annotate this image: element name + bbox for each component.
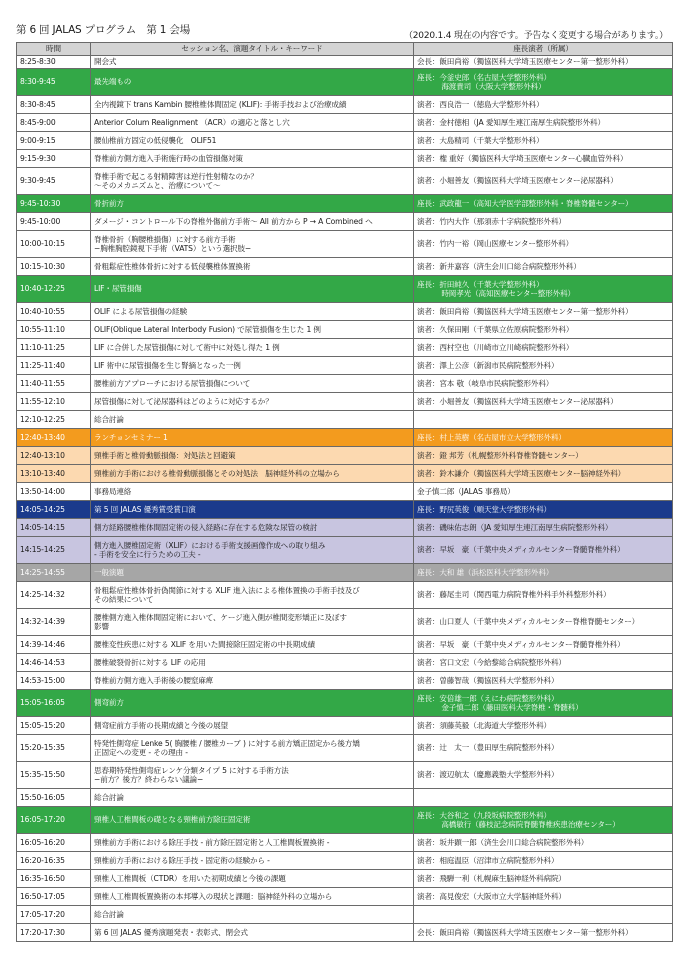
speaker-line: 演者：澤上公彦（新潟市民病院整形外科） [417, 360, 559, 370]
time-cell: 14:46-14:53 [17, 654, 91, 672]
speaker-line: 演者：須藤英毅（北海道大学整形外科） [417, 720, 551, 730]
table-row [17, 654, 673, 672]
title-line: 最先端もの [94, 77, 132, 87]
title-line: 頸椎前方手術における椎骨動脈損傷とその対処法 脳神経外科の立場から [94, 468, 340, 478]
title-line: 頸椎人工椎間板置換術の本邦導入の現状と課題：脳神経外科の立場から [94, 891, 333, 901]
table-header-row [17, 43, 673, 56]
title-line: 腰椎前方アプローチにおける尿管損傷について [94, 378, 251, 388]
title-cell [91, 654, 414, 672]
time-cell: 8:30-8:45 [17, 96, 91, 114]
program-rows [17, 56, 673, 942]
time-cell: 16:05-17:20 [17, 807, 91, 834]
speaker-cell [414, 150, 673, 168]
speaker-line: 高橋敏行（藤枝記念病院脊髄脊椎疾患治療センター） [441, 820, 620, 829]
title-cell [91, 762, 414, 789]
speaker-line: 座長：安倍雄一郎（えにわ病院整形外科） [417, 693, 559, 703]
speaker-cell [414, 762, 673, 789]
speaker-cell [414, 690, 673, 717]
time-cell: 15:20-15:35 [17, 735, 91, 762]
speaker-line: 演者：権 重好（獨協医科大学埼玉医療センター心臓血管外科） [417, 153, 628, 163]
title-line: 影響 [94, 622, 109, 631]
speaker-cell [414, 807, 673, 834]
speaker-line: 演者：久保田剛（千葉県立佐原病院整形外科） [417, 324, 574, 334]
title-cell [91, 393, 414, 411]
update-note: （2020.1.4 現在の内容です。予告なく変更する場合があります。） [403, 31, 668, 41]
title-line: 脊椎前方側方進入手術後の腰窒麻痺 [94, 675, 214, 685]
speaker-line: 演者：金村徳相（JA 愛知厚生連江南厚生病院整形外科） [417, 117, 605, 127]
session-row [17, 564, 673, 582]
time-cell: 14:25-14:55 [17, 564, 91, 582]
session-row [17, 69, 673, 96]
table-row [17, 483, 673, 501]
title-cell [91, 339, 414, 357]
table-row [17, 114, 673, 132]
program-table [16, 42, 673, 942]
table-row [17, 357, 673, 375]
time-cell: 15:05-16:05 [17, 690, 91, 717]
time-cell: 9:45-10:00 [17, 213, 91, 231]
table-row [17, 321, 673, 339]
time-cell: 10:15-10:30 [17, 258, 91, 276]
title-cell [91, 789, 414, 807]
table-row [17, 672, 673, 690]
speaker-cell [414, 96, 673, 114]
speaker-cell [414, 834, 673, 852]
speaker-cell [414, 870, 673, 888]
title-cell [91, 303, 414, 321]
table-row [17, 636, 673, 654]
speaker-cell [414, 636, 673, 654]
speaker-cell [414, 501, 673, 519]
title-cell [91, 672, 414, 690]
session-row [17, 501, 673, 519]
time-cell: 11:10-11:25 [17, 339, 91, 357]
speaker-line: 金子慎二郎（JALAS 事務局） [417, 486, 515, 496]
speaker-cell [414, 258, 673, 276]
speaker-cell [414, 789, 673, 807]
session-row [17, 690, 673, 717]
title-line: 骨粗鬆症性椎体骨折偽関節に対する XLIF 進入法による椎体置換の手術手技及び [94, 585, 360, 595]
table-row [17, 924, 673, 942]
title-cell [91, 114, 414, 132]
table-row [17, 717, 673, 735]
time-cell: 14:05-14:25 [17, 501, 91, 519]
speaker-line: 海渡貴司（大阪大学整形外科） [441, 82, 546, 91]
title-cell [91, 852, 414, 870]
speaker-cell [414, 393, 673, 411]
speaker-line: 演者：大島精司（千葉大学整形外科） [417, 135, 544, 145]
speaker-line: 座長：今釜史郎（名古屋大学整形外科） [417, 72, 551, 82]
title-line: 総合討論 [94, 414, 124, 424]
title-cell [91, 213, 414, 231]
table-row [17, 339, 673, 357]
table-row [17, 132, 673, 150]
table-row [17, 168, 673, 195]
title-cell [91, 429, 414, 447]
title-line: 頸椎前方手術における除圧手技 - 固定術の経験から - [94, 855, 270, 865]
title-cell [91, 357, 414, 375]
speaker-line: 座長：大和 雄（浜松医科大学整形外科） [417, 567, 554, 577]
speaker-cell [414, 114, 673, 132]
title-cell [91, 258, 414, 276]
title-line: 総合討論 [94, 909, 124, 919]
speaker-cell [414, 672, 673, 690]
time-cell: 14:39-14:46 [17, 636, 91, 654]
table-row [17, 888, 673, 906]
speaker-cell [414, 465, 673, 483]
page-header [16, 18, 676, 42]
time-cell: 9:30-9:45 [17, 168, 91, 195]
time-cell: 15:35-15:50 [17, 762, 91, 789]
time-cell: 14:25-14:32 [17, 582, 91, 609]
title-line: 頸椎前方手術における除圧手技 - 前方除圧固定術と人工椎間板置換術 - [94, 837, 330, 847]
speaker-cell [414, 411, 673, 429]
speaker-line: 会長：飯田尚裕（獨協医科大学埼玉医療センター第一整形外科） [417, 57, 633, 67]
title-cell [91, 56, 414, 69]
speaker-cell [414, 447, 673, 465]
time-cell: 12:10-12:25 [17, 411, 91, 429]
table-row [17, 56, 673, 69]
title-cell [91, 231, 414, 258]
table-row [17, 870, 673, 888]
speaker-line: 演者：宮口文宏（今給黎総合病院整形外科） [417, 657, 566, 667]
table-row [17, 231, 673, 258]
header-session: セッション名、演題タイトル・キーワード [91, 43, 414, 56]
speaker-cell [414, 906, 673, 924]
speaker-line: 演者：竹内一裕（岡山医療センター整形外科） [417, 239, 574, 249]
title-line: 特発性側弯症 Lenke 5( 胸腰椎 / 腰椎カーブ ) に対する前方矯正固定から後方矯 [94, 738, 360, 748]
title-cell [91, 609, 414, 636]
speaker-cell [414, 231, 673, 258]
speaker-line: 座長：武政龍一（高知大学医学部整形外科・脊椎脊髄センター） [417, 198, 633, 208]
speaker-line: 会長：飯田尚裕（獨協医科大学埼玉医療センター第一整形外科） [417, 927, 633, 937]
speaker-cell [414, 609, 673, 636]
speaker-line: 演者：渡辺航太（慶應義塾大学整形外科） [417, 770, 559, 780]
title-line: 全内視鏡下 trans Kambin 腰椎椎体間固定 (KLIF): 手術手技および治療成績 [94, 99, 347, 109]
time-cell: 11:40-11:55 [17, 375, 91, 393]
table-row [17, 375, 673, 393]
speaker-line: 演者：辻 太一（豊田厚生病院整形外科） [417, 743, 559, 753]
speaker-line: 金子慎二郎（藤田医科大学脊椎・脊髄科） [441, 703, 583, 712]
speaker-cell [414, 717, 673, 735]
speaker-line: 演者：小堀善友（獨協医科大学埼玉医療センター泌尿器科） [417, 176, 618, 186]
speaker-cell [414, 564, 673, 582]
speaker-line: 座長：折田純久（千葉大学整形外科） [417, 279, 544, 289]
title-line: 第 5 回 JALAS 優秀賞受賞口演 [94, 504, 196, 514]
title-cell [91, 69, 414, 96]
title-cell [91, 519, 414, 537]
title-line: - 手術を安全に行うための工夫 - [94, 550, 201, 559]
title-cell [91, 411, 414, 429]
table-row [17, 762, 673, 789]
title-line: 思春期特発性側弯症レンケ分類タイプ 5 に対する手術方法 [94, 765, 289, 775]
speaker-cell [414, 483, 673, 501]
speaker-line: 演者：坂井顕一郎（済生会川口総合病院整形外科） [417, 837, 589, 847]
speaker-cell [414, 654, 673, 672]
time-cell: 12:40-13:10 [17, 447, 91, 465]
title-cell [91, 807, 414, 834]
speaker-line: 演者：相庭温臣（沼津市立病院整形外科） [417, 855, 559, 865]
table-row [17, 735, 673, 762]
speaker-line: 演者：高見俊宏（大阪市立大学脳神経外科） [417, 891, 566, 901]
title-line: 尿管損傷に対して泌尿器科はどのように対応するか？ [94, 396, 273, 406]
time-cell: 13:50-14:00 [17, 483, 91, 501]
time-cell: 16:50-17:05 [17, 888, 91, 906]
session-row [17, 537, 673, 564]
title-line: 骨折前方 [94, 198, 124, 208]
title-line: −胸椎胸腔鏡視下手術（VATS）という選択肢− [94, 244, 252, 253]
session-row [17, 807, 673, 834]
speaker-line: 演者：竹内大作（那須赤十字病院整形外科） [417, 216, 566, 226]
title-cell [91, 537, 414, 564]
title-line: 側方進入腰椎固定術（XLIF）における手術支援画像作成への取り組み [94, 540, 326, 550]
title-line: ランチョンセミナー 1 [94, 432, 168, 442]
title-line: その結果について [94, 595, 154, 604]
table-row [17, 906, 673, 924]
title-line: 一般演題 [94, 567, 124, 577]
time-cell: 12:40-13:40 [17, 429, 91, 447]
time-cell: 15:50-16:05 [17, 789, 91, 807]
speaker-cell [414, 519, 673, 537]
speaker-line: 演者：鈴木謙介（獨協医科大学埼玉医療センター脳神経外科） [417, 468, 626, 478]
speaker-cell [414, 69, 673, 96]
title-line: 腰椎変性疾患に対する XLIF を用いた間接除圧固定術の中長期成績 [94, 639, 315, 649]
speaker-cell [414, 429, 673, 447]
table-row [17, 96, 673, 114]
table-row [17, 582, 673, 609]
time-cell: 15:05-15:20 [17, 717, 91, 735]
title-line: 正固定への変更 - その理由 - [94, 748, 188, 757]
title-cell [91, 168, 414, 195]
speaker-line: 演者：山口夏人（千葉中央メディカルセンター脊椎脊髄センター） [417, 617, 640, 627]
title-line: OLIF による尿管損傷の経験 [94, 306, 187, 316]
speaker-cell [414, 888, 673, 906]
time-cell: 16:35-16:50 [17, 870, 91, 888]
time-cell: 14:32-14:39 [17, 609, 91, 636]
title-cell [91, 501, 414, 519]
speaker-cell [414, 276, 673, 303]
speaker-line: 演者：宮本 敬（岐阜市民病院整形外科） [417, 378, 554, 388]
title-line: 腰椎側方進入椎体間固定術において、ケージ進入側が椎間変形矯正に及ぼす [94, 612, 347, 622]
title-cell [91, 483, 414, 501]
title-line: LIF 術中に尿管損傷を生じ腎摘となった一例 [94, 360, 241, 370]
title-line: 〜そのメカニズムと、治療について〜 [94, 181, 221, 190]
speaker-line: 演者：新井嘉容（済生会川口総合病院整形外科） [417, 261, 581, 271]
speaker-cell [414, 375, 673, 393]
speaker-line: 座長：野尻英俊（順天堂大学整形外科） [417, 504, 551, 514]
speaker-cell [414, 56, 673, 69]
title-line: 事務局連絡 [94, 486, 132, 496]
title-cell [91, 375, 414, 393]
speaker-line: 座長：村上英樹（名古屋市立大学整形外科） [417, 432, 566, 442]
title-line: 脊椎手術で起こる射精障害は逆行性射精なのか？ [94, 171, 258, 181]
session-row [17, 519, 673, 537]
session-row [17, 429, 673, 447]
table-row [17, 258, 673, 276]
speaker-cell [414, 339, 673, 357]
time-cell: 10:40-10:55 [17, 303, 91, 321]
title-cell [91, 888, 414, 906]
title-cell [91, 924, 414, 942]
speaker-cell [414, 213, 673, 231]
speaker-cell [414, 321, 673, 339]
title-line: 第 6 回 JALAS 優秀演題発表・表彰式、閉会式 [94, 927, 248, 937]
title-line: 頸椎人工椎間板の礎となる頸椎前方除圧固定術 [94, 815, 251, 825]
speaker-cell [414, 735, 673, 762]
title-line: 側方経路腰椎椎体間固定術の侵入経路に存在する危険な尿管の検討 [94, 522, 318, 532]
table-row [17, 789, 673, 807]
table-row [17, 150, 673, 168]
speaker-line: 演者：早坂 豪（千葉中央メディカルセンター脊髄脊椎外科） [417, 639, 625, 649]
time-cell: 17:20-17:30 [17, 924, 91, 942]
title-cell [91, 321, 414, 339]
time-cell: 17:05-17:20 [17, 906, 91, 924]
title-line: 頸椎人工椎間板（CTDR）を用いた初期成績と今後の課題 [94, 873, 286, 883]
time-cell: 14:15-14:25 [17, 537, 91, 564]
speaker-line: 演者：西村空也（川崎市立川崎病院整形外科） [417, 342, 574, 352]
time-cell: 11:25-11:40 [17, 357, 91, 375]
speaker-line: 演者：飛騨一利（札幌麻生脳神経外科病院） [417, 873, 566, 883]
time-cell: 8:45-9:00 [17, 114, 91, 132]
speaker-line: 演者：曽藤智哉（獨協医科大学整形外科） [417, 675, 559, 685]
title-cell [91, 447, 414, 465]
time-cell: 11:55-12:10 [17, 393, 91, 411]
time-cell: 9:45-10:30 [17, 195, 91, 213]
session-row [17, 276, 673, 303]
title-line: LIF・尿管損傷 [94, 284, 142, 294]
header-speaker: 座長演者（所属） [414, 43, 673, 56]
time-cell: 14:05-14:15 [17, 519, 91, 537]
title-cell [91, 132, 414, 150]
title-cell [91, 690, 414, 717]
title-line: 側弯症前方手術の長期成績と今後の展望 [94, 720, 228, 730]
speaker-cell [414, 195, 673, 213]
title-line: 開会式 [94, 57, 117, 67]
table-row [17, 213, 673, 231]
title-cell [91, 636, 414, 654]
title-line: −前方？後方？終わらない議論− [94, 775, 204, 784]
speaker-cell [414, 852, 673, 870]
title-cell [91, 564, 414, 582]
title-line: 脊椎前方側方進入手術施行時の血管損傷対策 [94, 153, 243, 163]
session-row [17, 447, 673, 465]
speaker-line: 演者：飯田尚裕（獨協医科大学埼玉医療センター第一整形外科） [417, 306, 633, 316]
time-cell: 10:00-10:15 [17, 231, 91, 258]
title-line: 骨粗鬆症性椎体骨折に対する低侵襲椎体置換術 [94, 261, 251, 271]
time-cell: 16:20-16:35 [17, 852, 91, 870]
title-cell [91, 870, 414, 888]
page-title: 第 6 回 JALAS プログラム 第 1 会場 [16, 24, 191, 36]
time-cell: 8:25-8:30 [17, 56, 91, 69]
title-cell [91, 735, 414, 762]
speaker-cell [414, 168, 673, 195]
title-cell [91, 717, 414, 735]
time-cell: 8:30-9:45 [17, 69, 91, 96]
title-cell [91, 582, 414, 609]
speaker-line: 座長：大谷和之（九段坂病院整形外科） [417, 810, 551, 820]
table-row [17, 834, 673, 852]
time-cell: 10:55-11:10 [17, 321, 91, 339]
header-time: 時間 [17, 43, 91, 56]
speaker-cell [414, 537, 673, 564]
table-row [17, 852, 673, 870]
time-cell: 10:40-12:25 [17, 276, 91, 303]
title-cell [91, 834, 414, 852]
time-cell: 13:10-13:40 [17, 465, 91, 483]
time-cell: 14:53-15:00 [17, 672, 91, 690]
time-cell: 9:15-9:30 [17, 150, 91, 168]
title-line: 総合討論 [94, 792, 124, 802]
title-line: OLIF(Oblique Lateral Interbody Fusion) で尿管損傷を生じた 1 例 [94, 324, 321, 334]
title-cell [91, 150, 414, 168]
speaker-line: 時岡孝光（高知医療センター整形外科） [441, 289, 575, 298]
time-cell: 16:05-16:20 [17, 834, 91, 852]
speaker-line: 演者：小堀善友（獨協医科大学埼玉医療センター泌尿器科） [417, 396, 618, 406]
speaker-line: 演者：早坂 豪（千葉中央メディカルセンター脊髄脊椎外科） [417, 545, 625, 555]
speaker-cell [414, 924, 673, 942]
session-row [17, 195, 673, 213]
table-row [17, 393, 673, 411]
title-line: 脊椎骨折（胸腰椎損傷）に対する前方手術 [94, 234, 236, 244]
speaker-line: 演者：藤尾圭司（関西電力病院脊椎外科手外科整形外科） [417, 590, 611, 600]
speaker-cell [414, 303, 673, 321]
time-cell: 9:00-9:15 [17, 132, 91, 150]
title-line: 腰椎破裂骨折に対する LIF の応用 [94, 657, 206, 667]
table-row [17, 411, 673, 429]
session-row [17, 465, 673, 483]
title-line: Anterior Colum Realignment （ACR）の適応と落とし穴 [94, 117, 290, 127]
title-cell [91, 195, 414, 213]
speaker-line: 演者：西良浩一（徳島大学整形外科） [417, 99, 544, 109]
title-line: ダメージ・コントロール下の脊椎外傷前方手術〜 All 前方から P → A Combined へ [94, 216, 373, 226]
speaker-line: 演者：磯味佑志朗（JA 愛知厚生連江南厚生病院整形外科） [417, 522, 613, 532]
speaker-cell [414, 357, 673, 375]
title-cell [91, 465, 414, 483]
table-row [17, 609, 673, 636]
speaker-cell [414, 132, 673, 150]
title-line: 腰仙椎前方固定の低侵襲化 OLIF51 [94, 135, 217, 145]
title-line: LIF に合併した尿管損傷に対して術中に対処し得た 1 例 [94, 342, 280, 352]
title-cell [91, 96, 414, 114]
title-cell [91, 276, 414, 303]
speaker-cell [414, 582, 673, 609]
speaker-line: 演者：鐙 邦芳（札幌整形外科脊椎脊髄センター） [417, 450, 583, 460]
title-line: 頸椎手術と椎骨動脈損傷：対処法と回避策 [94, 450, 236, 460]
title-cell [91, 906, 414, 924]
table-row [17, 303, 673, 321]
title-line: 側弯前方 [94, 698, 124, 708]
